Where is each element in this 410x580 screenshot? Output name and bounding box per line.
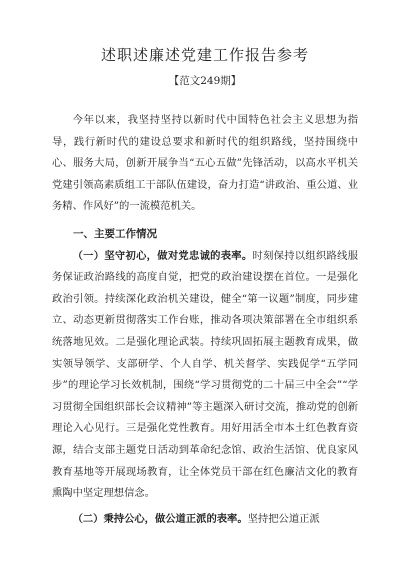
item-paragraph-1 — [52, 246, 358, 505]
item-text-2: 坚持把公道正派 — [247, 512, 320, 525]
document-subtitle: 【范文249期】 — [168, 75, 242, 87]
item-lead-2: （二）秉持公心，做公道正派的表率。 — [72, 512, 248, 525]
section-heading: 一、主要工作情况 — [73, 227, 157, 240]
document-title: 述职述廉述党建工作报告参考 — [100, 46, 309, 64]
item-lead-1: （一）坚守初心，做对党忠诚的表率。 — [72, 249, 253, 262]
intro-paragraph: 今年以来，我坚持坚持以新时代中国特色社会主义思想为指导，践行新时代的建设总要求和新时代的组织路线，坚持围绕中心、服务大局，创新开展争当“五心五做”先锋活动，以高水平机关党建引领高素质组工干部队伍建设，奋力打造“讲政治、重公道、业务精、作风好”的一流模范机关。 — [52, 114, 358, 213]
item-text-1: 时刻保持以组织路线服务保证政治路线的高度自觉，把党的政治建设摆在首位。一是强化政治引领。持续深化政治机关建设，健全“第一议题”制度，同步建立、动态更新贯彻落实工作台账，推动各项决策部署在全市组织系统落地见效。二是强化理论武装。持续巩固拓展主题教育成果，做实领导领学、支部研学、个人自学、机关督学、实践促学“五学同步”的理论学习长效机制，围绕“学习贯彻党的二十届三中全会”“学习贯彻全国组织部长会议精神”等主题深入研讨交流，推动党的创新理论入心见行。三是强化党性教育。用好用活全市本土红色教育资源，结合支部主题党日活动到革命纪念馆、政治生活馆、优良家风教育基地等开展现场教育，让全体党员干部在红色廉洁文化的教育熏陶中坚定理想信念。 — [52, 249, 359, 500]
item-paragraph-2 — [52, 509, 358, 531]
